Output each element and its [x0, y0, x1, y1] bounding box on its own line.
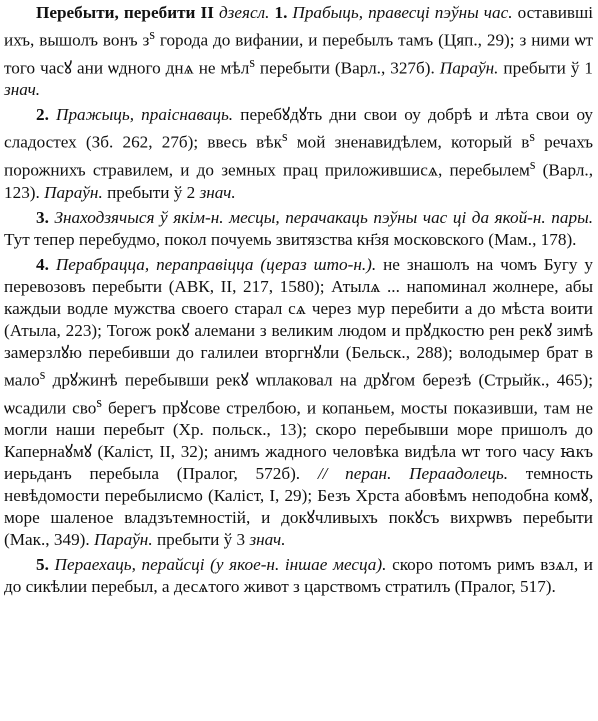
- sense-number: 1.: [274, 3, 288, 22]
- citation-text: оставивші ихъ, вышолъ вонъ з: [4, 3, 594, 50]
- sense-number: 3.: [36, 207, 49, 227]
- citation-text: города до вифании, и перебылъ тамъ (Цяп., 29); з ними ѡт того часꙋ ани ѡдного днѧ не мѣл: [4, 30, 593, 78]
- sense-4: [4, 254, 593, 551]
- parallel-text: пребыти ў 1: [503, 58, 593, 78]
- superscript: s: [39, 366, 46, 383]
- parallel-suffix: знач.: [199, 182, 236, 202]
- part-of-speech: дзеясл.: [218, 3, 270, 22]
- citation-text: скоро потомъ римъ взѧл, и до сикѣлии перебыл, а десѧтого живот з царствомъ стратилъ (Пралог, 517).: [4, 555, 594, 597]
- figurative-definition: Пераадолець.: [409, 464, 509, 484]
- superscript: s: [149, 27, 155, 43]
- parallel-label: Параўн.: [439, 58, 499, 78]
- superscript: s: [249, 54, 255, 71]
- citation-text: речахъ порожнихъ стравилем, и до земных прац приложившисѧ, перебылем: [4, 133, 594, 180]
- sense-1: [4, 2, 593, 101]
- sense-2: [4, 104, 593, 203]
- citation-text: не знашолъ на чомъ Бугу у перевозовъ перебыти (АВК, II, 217, 1580); Атылѧ ... напоминал жолнере, абы каждыи водле мужства своего старал сѧ через мур перебити а до мѣста воити (Атыла, 223); Тогож рокꙋ алемани з великим людом и прꙋдкостю рен рекꙋ зимѣ замерзлꙋю перебивши до галилеи вторгнꙋли (Бельск., 288); володымер брат в мало: [4, 254, 593, 390]
- citation-text: Тут тепер перебудмо, покол почуемь звитязства кн҃зя московского (Мам., 178).: [4, 229, 577, 249]
- parallel-label: Параўн.: [93, 530, 153, 550]
- sense-definition: Прабыць, правесці пэўны час.: [292, 3, 513, 22]
- citation-text: перебꙋдꙋть дни свои оу добрѣ и лѣта свои оу сладостех (Зб. 262, 27б); ввесь вѣк: [4, 105, 593, 153]
- parallel-suffix: знач.: [249, 530, 286, 550]
- superscript: s: [281, 129, 288, 146]
- citation-text: перебыти (Варл., 327б).: [259, 58, 435, 78]
- sense-number: 4.: [36, 254, 49, 274]
- sense-number: 5.: [36, 555, 49, 575]
- citation-text: темность невѣдомости перебылисмо (Каліст, I, 29); Безъ Хрста абовѣмъ неподобна комꙋ, море шаленое владзътемностій, и докꙋчливыхъ покꙋсъ вихрѡвъ перебыти (Мак., 349).: [4, 464, 594, 550]
- parallel-label: Параўн.: [44, 182, 103, 202]
- citation-text: (Варл., 123).: [4, 160, 594, 202]
- superscript: s: [529, 157, 536, 174]
- sense-definition: Пераехаць, перайсці (у якое-н. іншае месца).: [54, 555, 387, 575]
- dictionary-entry: [4, 2, 593, 598]
- superscript: s: [96, 394, 102, 411]
- parallel-text: пребыти ў 2: [107, 182, 196, 202]
- sense-number: 2.: [36, 105, 49, 125]
- citation-text: берегъ прꙋсове стрелбою, и копаньем, мосты показивши, там не могли наши перебыт (Хр. польск., 13); скоро перебывши море пришолъ до Капернаꙋмꙋ (Каліст, II, 32); анимъ жадного человѣка видѣла ѡт того часу ꙗкъ иерьданъ перебыла (Пралог, 572б).: [4, 398, 594, 484]
- headword: Перебыти, перебити II: [36, 3, 214, 22]
- figurative-label: // перан.: [317, 464, 392, 484]
- sense-5: [4, 554, 593, 598]
- superscript: s: [529, 129, 535, 146]
- parallel-text: пребыти ў 3: [156, 530, 246, 550]
- parallel-suffix: знач.: [4, 80, 41, 100]
- sense-3: [4, 207, 593, 251]
- citation-text: мой зненавидѣлем, который в: [296, 133, 530, 153]
- citation-text: дрꙋжинѣ перебывши рекꙋ ѡплаковал на дрꙋгом березѣ (Стрыйк., 465); ѡсадили сво: [4, 370, 593, 418]
- sense-definition: Перабрацца, пераправіцца (цераз што-н.).: [55, 254, 377, 274]
- sense-definition: Знаходзячыся ў якім-н. месцы, перачакаць пэўны час ці да якой-н. пары.: [54, 207, 594, 227]
- sense-definition: Пражыць, праіснаваць.: [56, 105, 234, 125]
